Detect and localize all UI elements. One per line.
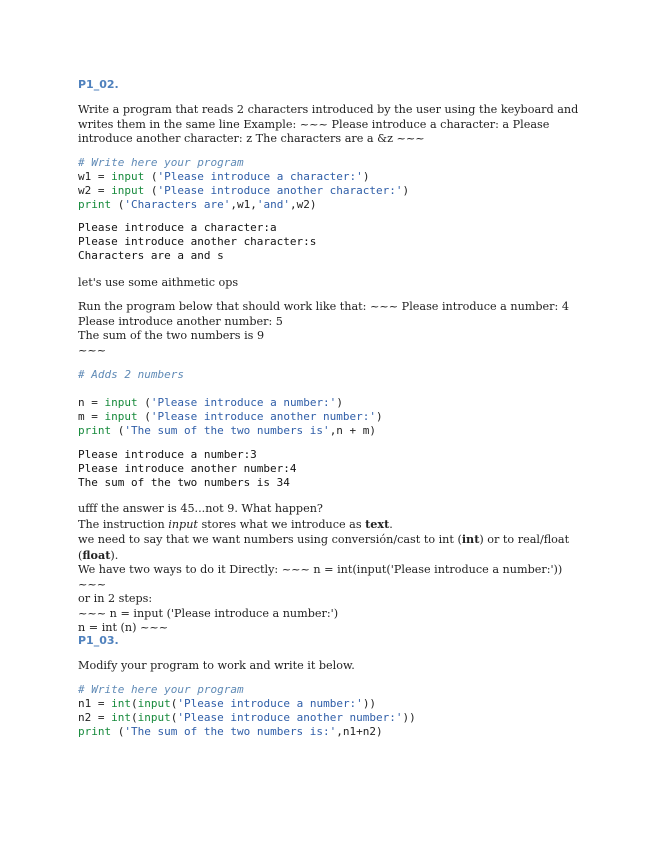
p1-03-description: [78, 659, 355, 674]
explain-line: n = int (n) ~~~: [78, 621, 169, 634]
section-heading-p1-02: [78, 78, 119, 91]
output-line: Please introduce another character:s: [78, 235, 317, 248]
output-line: Please introduce a character:a: [78, 221, 277, 234]
code-line: print ('The sum of the two numbers is',n + m): [78, 424, 377, 437]
run-line: Run the program below that should work like that: ~~~ Please introduce a number: 4: [78, 300, 569, 313]
code-line: n1 = int(input('Please introduce a number:')): [78, 697, 377, 710]
output-line: Characters are a and s: [78, 249, 224, 262]
code-output-p1-02: [78, 221, 316, 263]
description-text: Modify your program to work and write it below.: [78, 659, 355, 672]
code-line: n = input ('Please introduce a number:'): [78, 396, 343, 409]
code-blank-line: [78, 382, 383, 396]
arith-run-description: [78, 300, 583, 358]
run-line: ~~~: [78, 343, 107, 357]
explain-line: We have two ways to do it Directly: ~~~ n = int(input('Please introduce a number:')) ~~~: [78, 563, 563, 591]
arith-intro: [78, 276, 238, 291]
code-comment: # Write here your program: [78, 683, 244, 696]
code-comment: # Adds 2 numbers: [78, 368, 184, 381]
section-heading-p1-03: [78, 634, 119, 647]
code-line: print ('Characters are',w1,'and',w2): [78, 198, 317, 211]
p1-02-description: [78, 103, 583, 147]
code-line: print ('The sum of the two numbers is:',n1+n2): [78, 725, 383, 738]
code-line: w2 = input ('Please introduce another character:'): [78, 184, 410, 197]
heading-text: P1_02.: [78, 78, 119, 91]
run-line: Please introduce another number: 5: [78, 314, 283, 328]
code-line: m = input ('Please introduce another number:'): [78, 410, 383, 423]
explain-line: we need to say that we want numbers using conversión/cast to int (int) or to real/float: [78, 532, 570, 546]
description-text: Write a program that reads 2 characters introduced by the user using the keyboard and writes them in the same line Example: ~~~ Please introduce a character: a Please introduce another character: z The characters are a &z ~~~: [78, 103, 579, 145]
code-line: w1 = input ('Please introduce a character:'): [78, 170, 370, 183]
code-cell-p1-03[interactable]: [78, 683, 416, 739]
code-output-arith: [78, 448, 297, 490]
explain-line: ufff the answer is 45...not 9. What happen?: [78, 502, 323, 515]
code-line: n2 = int(input('Please introduce another number:')): [78, 711, 416, 724]
explain-line: ~~~ n = input ('Please introduce a number:'): [78, 606, 339, 620]
explain-line: The instruction input stores what we introduce as text.: [78, 516, 393, 531]
heading-text: P1_03.: [78, 634, 119, 647]
code-cell-arith[interactable]: [78, 368, 383, 438]
code-cell-p1-02[interactable]: [78, 156, 409, 212]
intro-text: let's use some aithmetic ops: [78, 276, 239, 289]
output-line: Please introduce a number:3: [78, 448, 257, 461]
explain-line: (float).: [78, 547, 119, 562]
explanation-block: [78, 502, 583, 636]
explain-line: or in 2 steps:: [78, 592, 153, 605]
output-line: Please introduce another number:4: [78, 462, 297, 475]
run-line: The sum of the two numbers is 9: [78, 329, 265, 342]
code-comment: # Write here your program: [78, 156, 244, 169]
output-line: The sum of the two numbers is 34: [78, 476, 290, 489]
